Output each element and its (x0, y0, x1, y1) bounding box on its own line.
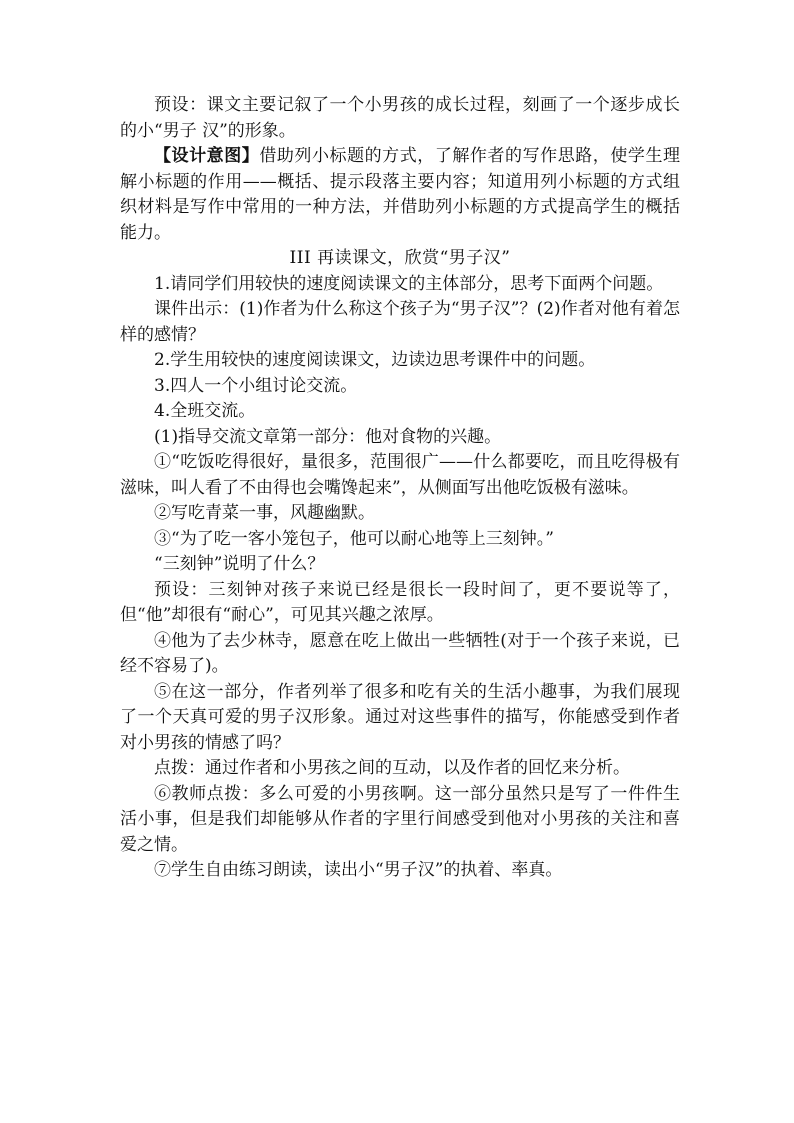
step-1: 1.请同学们用较快的速度阅读课文的主体部分，思考下面两个问题。 (154, 273, 664, 294)
document-body (120, 93, 680, 884)
paragraph-preset-summary: 预设：课文主要记叙了一个小男孩的成长过程，刻画了一个逐步成长的小“男子 汉”的形象。 (120, 95, 680, 141)
point-2: ②写吃青菜一事，风趣幽默。 (154, 503, 375, 523)
courseware-questions: 课件出示：(1)作者为什么称这个孩子为“男子汉”？(2)作者对他有着怎样的感情？ (120, 299, 680, 345)
point-1: ①“吃饭吃得很好，量很多，范围很广——什么都要吃，而且吃得极有滋味，叫人看了不由得也会嘴馋起来”，从侧面写出他吃饭极有滋味。 (120, 452, 680, 498)
part-1-guide: (1)指导交流文章第一部分：他对食物的兴趣。 (154, 426, 502, 447)
design-intent-text: 借助列小标题的方式，了解作者的写作思路，使学生理解小标题的作用——概括、提示段落主要内容；知道用列小标题的方式组织材料是写作中常用的一种方法，并借助列小标题的方式提高学生的概括能力。 (120, 146, 681, 243)
point-5: ⑤在这一部分，作者列举了很多和吃有关的生活小趣事，为我们展现了一个天真可爱的男子汉形象。通过对这些事件的描写，你能感受到作者对小男孩的情感了吗？ (120, 681, 680, 753)
point-5-hint: 点拨：通过作者和小男孩之间的互动，以及作者的回忆来分析。 (154, 758, 630, 778)
design-intent-label: 【设计意图】 (154, 146, 260, 166)
point-3: ③“为了吃一客小笼包子，他可以耐心地等上三刻钟。” (154, 528, 554, 549)
point-7: ⑦学生自由练习朗读，读出小“男子汉”的执着、率真。 (154, 860, 563, 880)
step-3: 3.四人一个小组讨论交流。 (154, 375, 358, 396)
paragraph-design-intent (120, 144, 680, 246)
step-4: 4.全班交流。 (154, 401, 256, 421)
point-6: ⑥教师点拨：多么可爱的小男孩啊。这一部分虽然只是写了一件件生活小事，但是我们却能够从作者的字里行间感受到他对小男孩的关注和喜爱之情。 (120, 783, 680, 855)
point-3-preset: 预设：三刻钟对孩子来说已经是很长一段时间了，更不要说等了，但“他”却很有“耐心”，可见其兴趣之浓厚。 (120, 579, 680, 625)
point-3-question: “三刻钟”说明了什么？ (154, 554, 325, 574)
step-2: 2.学生用较快的速度阅读课文，边读边思考课件中的问题。 (154, 350, 596, 370)
section-heading: III 再读课文，欣赏“男子汉” (289, 248, 511, 268)
point-4: ④他为了去少林寺，愿意在吃上做出一些牺牲(对于一个孩子来说，已经不容易了)。 (120, 630, 680, 676)
